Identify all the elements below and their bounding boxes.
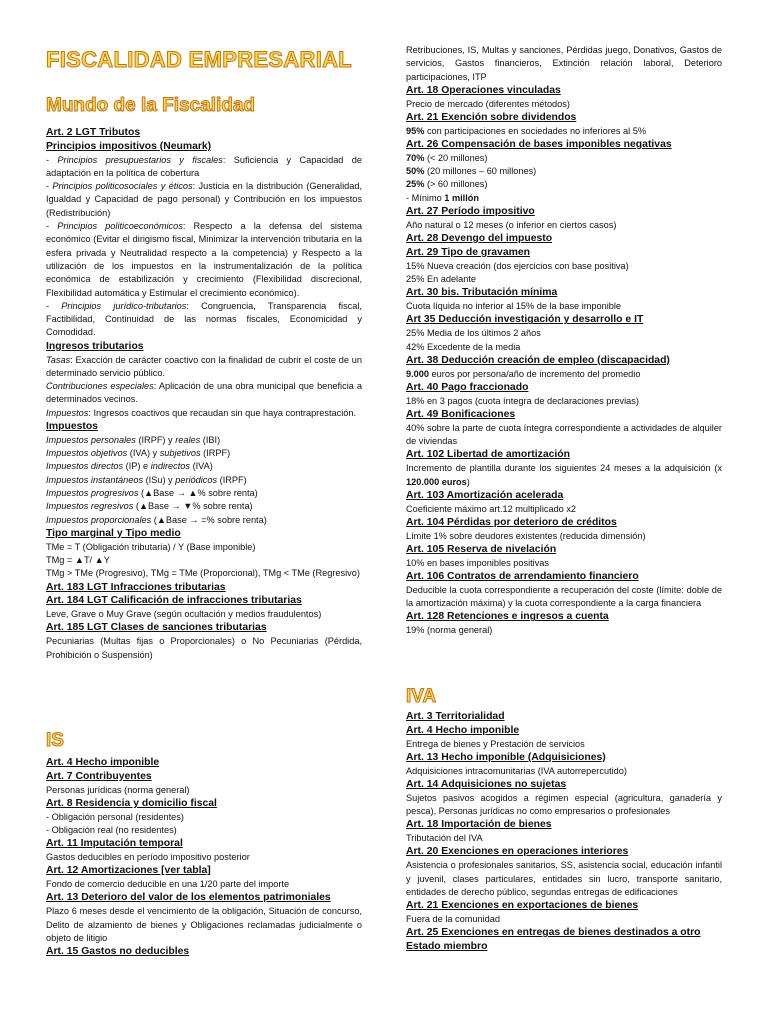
- art26-list: [406, 152, 722, 205]
- heading-art105: Art. 105 Reserva de nivelación: [406, 543, 557, 555]
- heading-tipo: Tipo marginal y Tipo medio: [46, 527, 181, 539]
- iva-art14-text: Sujetos pasivos acogidos a régimen especial (agricultura, ganadería y pesca), Personas jurídicas no como empresarios o profesionales: [406, 792, 722, 817]
- impuesto-row: Impuestos directos (IP) e indirectos (IVA): [46, 461, 213, 472]
- heading-iva-art20: Art. 20 Exenciones en operaciones interiores: [406, 846, 629, 858]
- iva-art18-text: Tributación del IVA: [406, 833, 483, 844]
- heading-art35: Art 35 Deducción investigación y desarrollo e IT: [406, 314, 644, 326]
- section-title-is: IS: [46, 730, 64, 751]
- heading-is-art15: Art. 15 Gastos no deducibles: [46, 946, 190, 958]
- heading-art183: Art. 183 LGT Infracciones tributarias: [46, 581, 226, 593]
- heading-is-art13: Art. 13 Deterioro del valor de los elementos patrimoniales: [46, 892, 331, 904]
- iva-art4-text: Entrega de bienes y Prestación de servicios: [406, 738, 585, 749]
- tme-formula: TMe = T (Obligación tributaria) / Y (Base imponible): [46, 541, 256, 552]
- heading-art106: Art. 106 Contratos de arrendamiento financiero: [406, 571, 639, 583]
- art104-text: Límite 1% sobre deudores existentes (reducida dimensión): [406, 530, 646, 541]
- art105-text: 10% en bases imponibles positivas: [406, 557, 549, 568]
- art128-text: 19% (norma general): [406, 625, 493, 636]
- iva-art21-text: Fuera de la comunidad: [406, 913, 500, 924]
- heading-art18: Art. 18 Operaciones vinculadas: [406, 84, 561, 96]
- heading-art29: Art. 29 Tipo de gravamen: [406, 246, 530, 258]
- art185-text: Pecuniarias (Multas fijas o Proporcionales) o No Pecuniarias (Pérdida, Prohibición o Suspensión): [46, 636, 362, 660]
- heading-principios: Principios impositivos (Neumark): [46, 140, 212, 152]
- heading-iva-art18: Art. 18 Importación de bienes: [406, 819, 552, 831]
- art184-text: Leve, Grave o Muy Grave (según ocultación y medios fraudulentos): [46, 609, 322, 620]
- principio-2: - Principios politicosociales y éticos: Justicia en la distribución (Generalidad, Igualdad y Capacidad de pago personal) y Contribución en los impuestos (Redistribución): [46, 181, 362, 218]
- is-art12-text: Fondo de comercio deducible en una 1/20 parte del importe: [46, 879, 290, 890]
- art30-text: Cuota líquida no inferior al 15% de la base imponible: [406, 301, 622, 312]
- heading-art21: Art. 21 Exención sobre dividendos: [406, 111, 577, 123]
- heading-iva-art25: Art. 25 Exenciones en entregas de bienes destinados a otro Estado miembro: [406, 927, 701, 953]
- art38-text: 9.000 euros por persona/año de incremento del promedio: [406, 368, 641, 379]
- is-art8-b: - Obligación real (no residentes): [46, 824, 177, 835]
- heading-art26: Art. 26 Compensación de bases imponibles negativas: [406, 139, 672, 151]
- is-art13-text: Plazo 6 meses desde el vencimiento de la obligación, Situación de concurso, Delito de alzamiento de bienes y Obligaciones reclamadas judicialmente o objeto de litigio: [46, 906, 362, 943]
- art27-text: Año natural o 12 meses (o inferior en ciertos casos): [406, 219, 617, 230]
- art102-text: Incremento de plantilla durante los siguientes 24 meses a la adquisición (x 120.000 euros): [406, 463, 722, 487]
- heading-art28: Art. 28 Devengo del impuesto: [406, 233, 553, 245]
- heading-art104: Art. 104 Pérdidas por deterioro de créditos: [406, 516, 617, 528]
- tmg-formula: TMg = ▲T/ ▲Y: [46, 555, 110, 565]
- iva-block: [406, 710, 722, 954]
- principio-4: - Principios jurídico-tributarios: Congruencia, Transparencia fiscal, Factibilidad, Continuidad de las normas fiscales, Economicidad y Comodidad.: [46, 300, 362, 338]
- ingreso-impuestos: Impuestos: Ingresos coactivos que recaudan sin que haya contraprestación.: [46, 407, 357, 418]
- is-block: [46, 756, 362, 959]
- iva-art13-text: Adquisiciones intracomunitarias (IVA autorrepercutido): [406, 765, 627, 776]
- heading-art128: Art. 128 Retenciones e ingresos a cuenta: [406, 611, 609, 623]
- impuesto-row: Impuestos regresivos (▲Base → ▼% sobre renta): [46, 501, 253, 512]
- impuesto-row: Impuestos personales (IRPF) y reales (IBI): [46, 434, 221, 445]
- is-art11-text: Gastos deducibles en período impositivo posterior: [46, 852, 250, 863]
- heading-iva-art21: Art. 21 Exenciones en exportaciones de bienes: [406, 900, 639, 912]
- mundo-block: [46, 126, 362, 662]
- art21-text: 95% con participaciones en sociedades no inferiores al 5%: [406, 125, 647, 136]
- impuesto-row: Impuestos proporcionales (▲Base → =% sobre renta): [46, 514, 267, 525]
- heading-iva-art3: Art. 3 Territorialidad: [406, 711, 505, 722]
- tmg-comparison: TMg > TMe (Progresivo), TMg = TMe (Proporcional), TMg < TMe (Regresivo): [46, 568, 360, 579]
- art106-text: Deducible la cuota correspondiente a recuperación del coste (límite: doble de la amortización máxima) y la cuota correspondiente a la carga financiera: [406, 584, 722, 609]
- art49-text: 40% sobre la parte de cuota íntegra correspondiente a actividades de alquiler de viviendas: [406, 422, 722, 447]
- heading-art2: Art. 2 LGT Tributos: [46, 127, 141, 138]
- principio-1: - Principios presupuestarios y fiscales: Suficiencia y Capacidad de adaptación en la política de cobertura: [46, 154, 362, 178]
- is-art8-a: - Obligación personal (residentes): [46, 811, 184, 822]
- heading-iva-art4: Art. 4 Hecho imponible: [406, 724, 520, 736]
- heading-is-art12: Art. 12 Amortizaciones [ver tabla]: [46, 865, 211, 877]
- heading-art184: Art. 184 LGT Calificación de infracciones tributarias: [46, 595, 302, 607]
- ingreso-tasas: Tasas: Exacción de carácter coactivo con la finalidad de cubrir el coste de un determinado servicio público.: [46, 354, 362, 378]
- heading-iva-art13: Art. 13 Hecho imponible (Adquisiciones): [406, 751, 606, 763]
- heading-art30: Art. 30 bis. Tributación mínima: [406, 287, 558, 299]
- section-title-iva: IVA: [406, 686, 437, 707]
- art40-text: 18% en 3 pagos (cuota íntegra de declaraciones previas): [406, 395, 639, 406]
- art29-b: 25% En adelante: [406, 274, 476, 285]
- heading-iva-art14: Art. 14 Adquisiciones no sujetas: [406, 778, 567, 790]
- impuesto-row: Impuestos objetivos (IVA) y subjetivos (IRPF): [46, 448, 231, 459]
- heading-art103: Art. 103 Amortización acelerada: [406, 489, 564, 501]
- art35-b: 42% Excedente de la media: [406, 341, 521, 352]
- heading-art27: Art. 27 Período impositivo: [406, 206, 535, 218]
- art26-row: 25% (> 60 millones): [406, 179, 488, 190]
- art18-text: Precio de mercado (diferentes métodos): [406, 98, 570, 109]
- heading-art40: Art. 40 Pago fraccionado: [406, 381, 529, 393]
- art29-a: 15% Nueva creación (dos ejercicios con base positiva): [406, 260, 629, 271]
- impuesto-row: Impuestos progresivos (▲Base → ▲% sobre renta): [46, 488, 258, 499]
- section-title-mundo: Mundo de la Fiscalidad: [46, 95, 256, 116]
- heading-art102: Art. 102 Libertad de amortización: [406, 449, 570, 461]
- ingreso-contribuciones: Contribuciones especiales: Aplicación de una obra municipal que beneficia a determinados vecinos.: [46, 381, 362, 405]
- art103-text: Coeficiente máximo art.12 multiplicado x2: [406, 503, 577, 514]
- heading-is-art7: Art. 7 Contribuyentes: [46, 770, 152, 782]
- heading-is-art4: Art. 4 Hecho imponible: [46, 757, 160, 768]
- heading-art38: Art. 38 Deducción creación de empleo (discapacidad): [406, 354, 670, 366]
- art26-row: 70% (< 20 millones): [406, 152, 488, 163]
- art26-row: - Mínimo 1 millón: [406, 192, 480, 203]
- impuestos-list: [46, 434, 362, 527]
- heading-is-art11: Art. 11 Imputación temporal: [46, 838, 183, 850]
- heading-impuestos: Impuestos: [46, 421, 98, 433]
- gastos-no-deducibles-text: Retribuciones, IS, Multas y sanciones, Pérdidas juego, Donativos, Gastos de servicios, Gastos financieros, Extinción relación laboral, Deterioro participaciones, ITP: [406, 45, 722, 82]
- iva-art20-text: Asistencia o profesionales sanitarios, SS, asistencia social, educación infantil y juvenil, clases particulares, entidades sin lucro, transporte sanitario, entidades de derecho público, segundas entregas de edificaciones: [406, 860, 722, 897]
- principio-3: - Principios politicoeconómicos: Respecto a la defensa del sistema económico (Evitar el dirigismo fiscal, Minimizar la intervención tributaria en la esfera privada y Neutralidad respecto a la competencia) y Respecto a la utilización de los impuestos en la instrumentalización de la política económica de estabilización y crecimiento (Flexibilidad discrecional, Flexibilidad automática y Estimular el crecimiento económico).: [46, 221, 362, 298]
- heading-art185: Art. 185 LGT Clases de sanciones tributarias: [46, 622, 267, 634]
- document-title: FISCALIDAD EMPRESARIAL: [46, 47, 353, 72]
- art26-row: 50% (20 millones – 60 millones): [406, 166, 537, 177]
- is-continued-block: [406, 44, 722, 638]
- heading-is-art8: Art. 8 Residencia y domicilio fiscal: [46, 797, 217, 809]
- is-art7-text: Personas jurídicas (norma general): [46, 784, 190, 795]
- art35-a: 25% Media de los últimos 2 años: [406, 328, 541, 339]
- heading-ingresos: Ingresos tributarios: [46, 340, 144, 352]
- impuesto-row: Impuestos instantáneos (ISu) y periódicos (IRPF): [46, 474, 247, 485]
- heading-art49: Art. 49 Bonificaciones: [406, 409, 516, 421]
